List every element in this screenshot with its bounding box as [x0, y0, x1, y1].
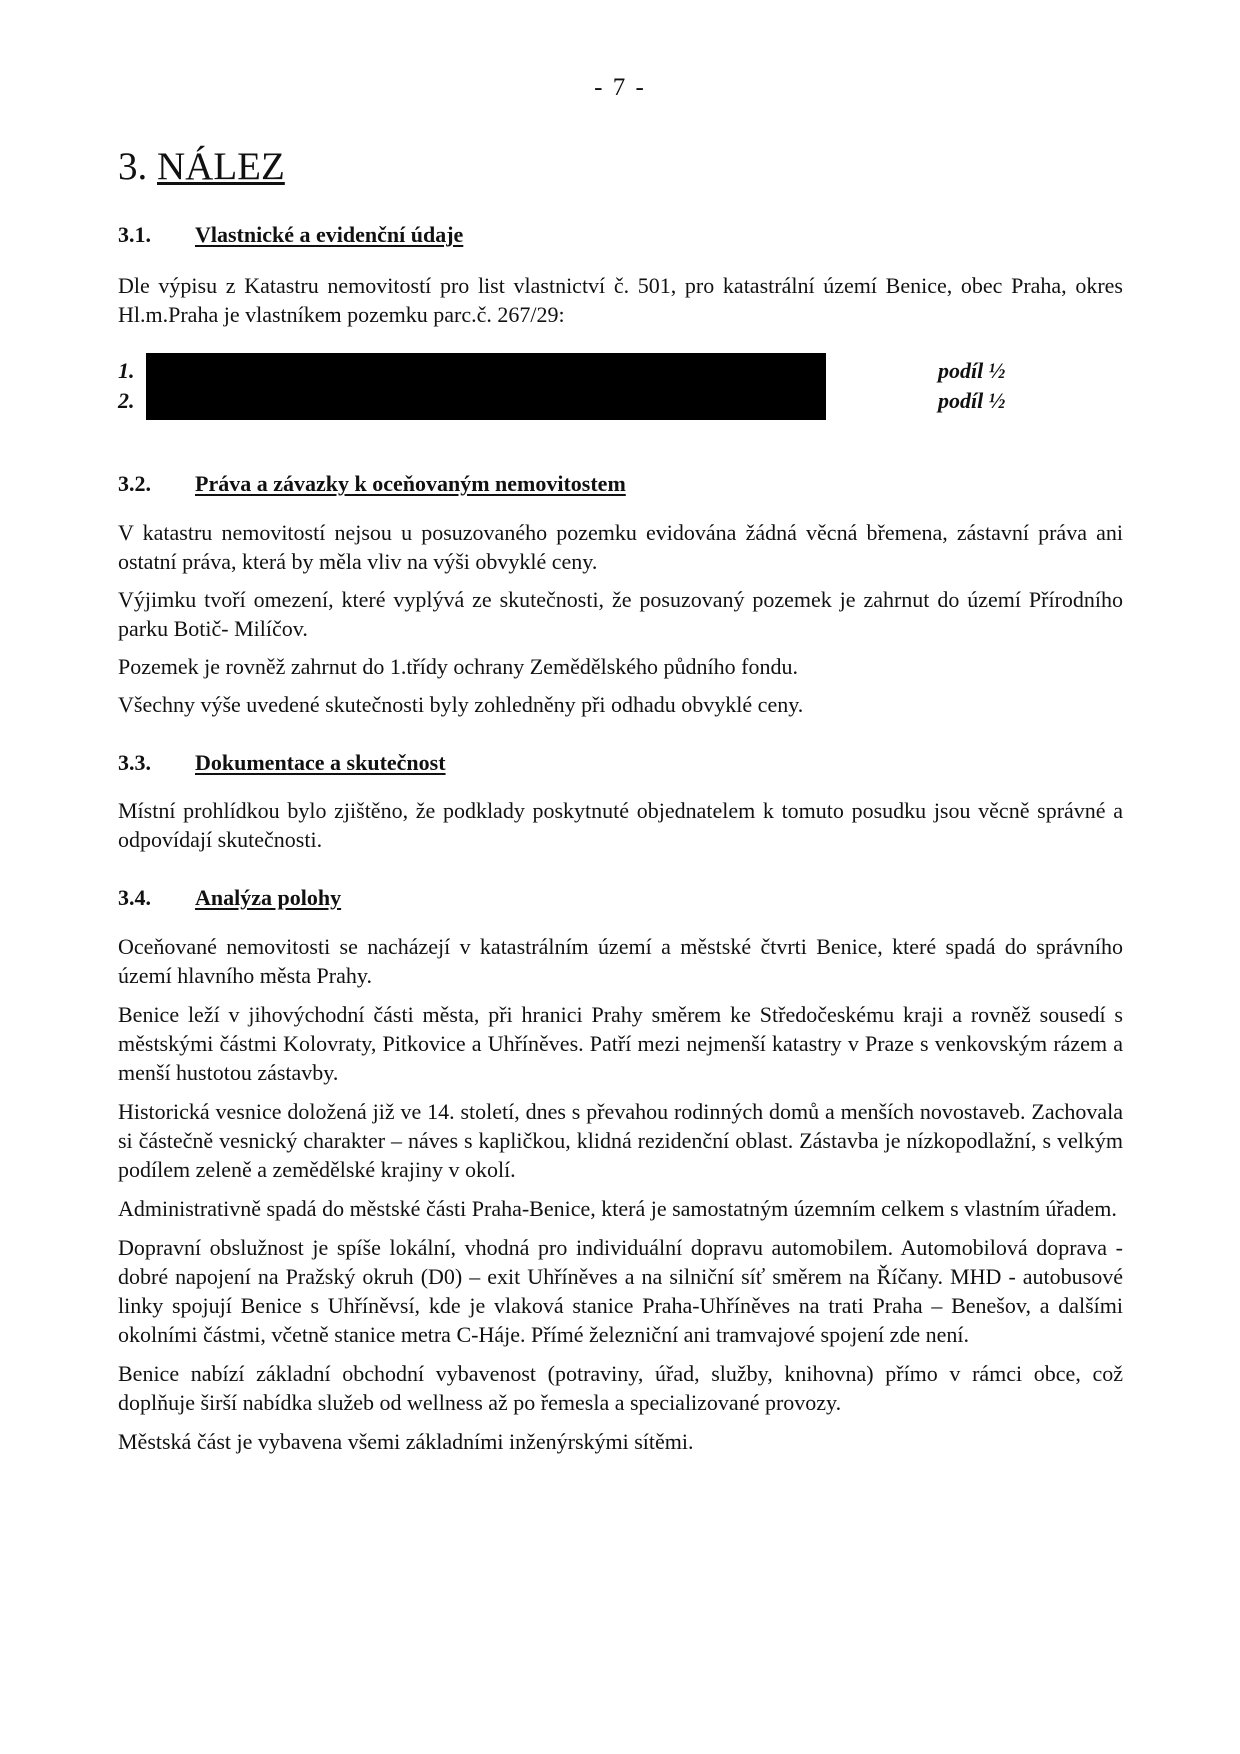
- document-content: [118, 222, 1123, 1456]
- paragraph: Místní prohlídkou bylo zjištěno, že podklady poskytnuté objednatelem k tomuto posudku jsou věcně správné a odpovídají skutečnosti.: [118, 798, 1123, 853]
- owner-share: podíl ½: [938, 388, 1006, 414]
- section-heading-3-1: [118, 222, 1123, 248]
- section-title: Práva a závazky k oceňovaným nemovitostem: [195, 471, 626, 497]
- ownership-paragraph: Dle výpisu z Katastru nemovitostí pro list vlastnictví č. 501, pro katastrální území Benice, obec Praha, okres Hl.m.Praha je vlastníkem pozemku parc.č. 267/29:: [118, 273, 1123, 328]
- owner-index: 2.: [118, 388, 135, 414]
- owner-index: 1.: [118, 358, 135, 384]
- page-number: - 7 -: [594, 74, 646, 101]
- chapter-title: [118, 146, 285, 189]
- paragraph: Benice leží v jihovýchodní části města, při hranici Prahy směrem ke Středočeskému kraji a rovněž sousedí s městskými částmi Kolovraty, Pitkovice a Uhříněves. Patří mezi nejmenší katastry v Praze s venkovským rázem a menší hustotou zástavby.: [118, 1001, 1123, 1085]
- section-number: 3.4.: [118, 885, 151, 911]
- section-number: 3.3.: [118, 749, 151, 775]
- paragraph: Pozemek je rovněž zahrnut do 1.třídy ochrany Zemědělského půdního fondu.: [118, 653, 798, 679]
- chapter-number: 3.: [118, 145, 148, 188]
- paragraph: Historická vesnice doložená již ve 14. století, dnes s převahou rodinných domů a menších novostaveb. Zachovala si částečně vesnický charakter – náves s kapličkou, klidná rezidenční oblast. Zástavba je nízkopodlažní, s velkým podílem zeleně a zemědělské krajiny v okolí.: [118, 1098, 1123, 1182]
- paragraph: Dopravní obslužnost je spíše lokální, vhodná pro individuální dopravu automobilem. Automobilová doprava - dobré napojení na Pražský okruh (D0) – exit Uhříněves a na silniční síť směrem na Říčany. MHD - autobusové linky spojují Benice s Uhříněvsí, kde je vlaková stanice Praha-Uhříněves na trati Praha – Benešov, a dalšími okolními částmi, včetně stanice metra C-Háje. Přímé železniční ani tramvajové spojení zde není.: [118, 1234, 1123, 1347]
- paragraph: Oceňované nemovitosti se nacházejí v katastrálním území a městské čtvrti Benice, které spadá do správního území hlavního města Prahy.: [118, 933, 1123, 988]
- paragraph: Administrativně spadá do městské části Praha-Benice, která je samostatným územním celkem s vlastním úřadem.: [118, 1195, 1117, 1221]
- section-heading-3-3: [118, 750, 1123, 776]
- paragraph: V katastru nemovitostí nejsou u posuzovaného pozemku evidována žádná věcná břemena, zástavní práva ani ostatní práva, která by měla vliv na výši obvyklé ceny.: [118, 519, 1123, 574]
- section-title: Analýza polohy: [195, 885, 342, 911]
- section-title: Dokumentace a skutečnost: [195, 749, 446, 775]
- redaction-block: [146, 353, 826, 420]
- owners-list: [118, 356, 1123, 420]
- section-heading-3-4: [118, 885, 1123, 911]
- paragraph: Výjimku tvoří omezení, které vyplývá ze skutečnosti, že posuzovaný pozemek je zahrnut do území Přírodního parku Botič- Milíčov.: [118, 586, 1123, 641]
- section-heading-3-2: [118, 471, 1123, 497]
- paragraph: Všechny výše uvedené skutečnosti byly zohledněny při odhadu obvyklé ceny.: [118, 691, 804, 717]
- owner-share: podíl ½: [938, 358, 1006, 384]
- section-number: 3.2.: [118, 471, 151, 497]
- section-number: 3.1.: [118, 222, 151, 247]
- section-title: Vlastnické a evidenční údaje: [195, 222, 464, 247]
- paragraph: Benice nabízí základní obchodní vybavenost (potraviny, úřad, služby, knihovna) přímo v rámci obce, což doplňuje širší nabídka služeb od wellness až po řemesla a specializované provozy.: [118, 1360, 1123, 1415]
- paragraph: Městská část je vybavena všemi základními inženýrskými sítěmi.: [118, 1428, 694, 1454]
- chapter-title-text: NÁLEZ: [157, 145, 285, 188]
